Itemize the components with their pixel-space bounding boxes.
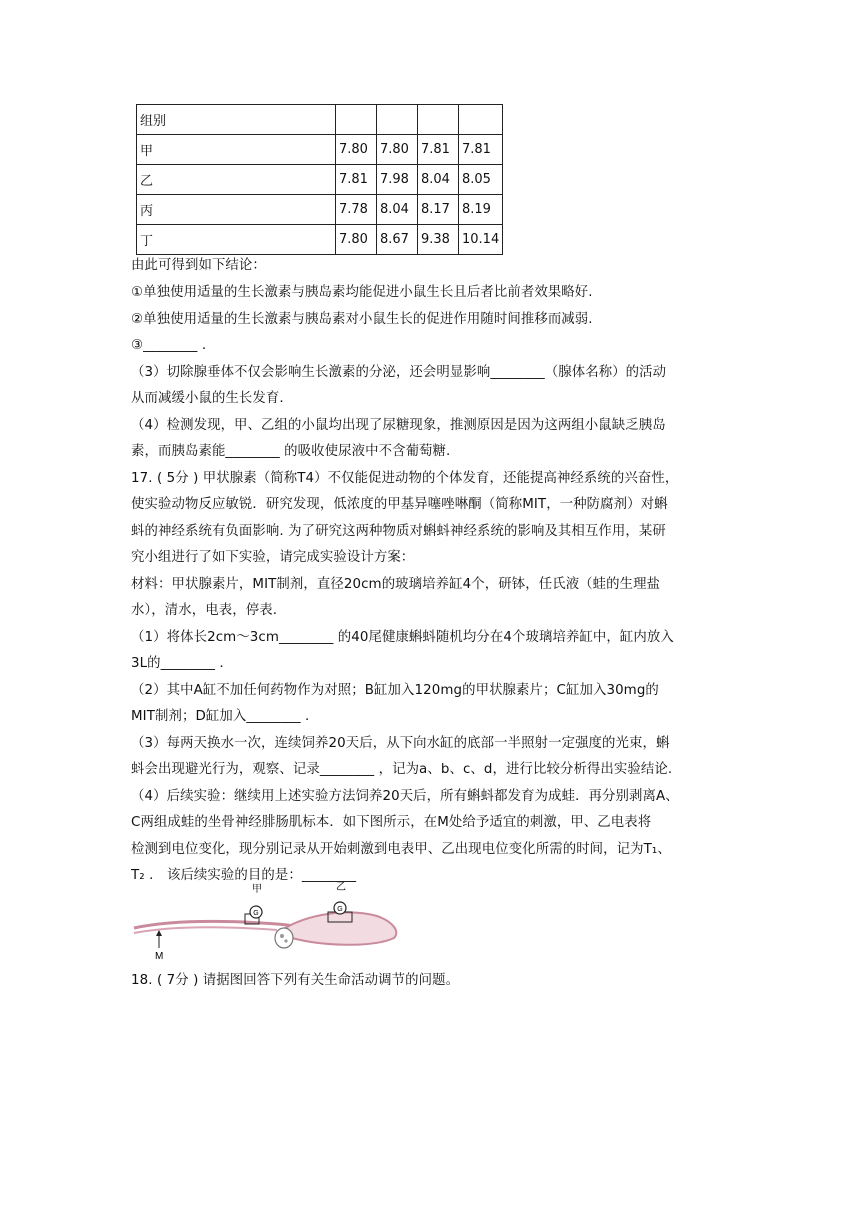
problem-18-heading: 18. ( 7分 ) 请据图回答下列有关生命活动调节的问题。 [131, 973, 460, 988]
label-yi: 乙 [336, 882, 346, 893]
conclusion-2: ②单独使用适量的生长激素与胰岛素对小鼠生长的促进作用随时间推移而减弱. [131, 312, 593, 327]
conclusion-1: ①单独使用适量的生长激素与胰岛素均能促进小鼠生长且后者比前者效果略好. [131, 285, 593, 300]
table-cell: 7.81 [459, 135, 503, 165]
step-3-text-cont: 蚪会出现避光行为，观察、记录________ ，记为a、b、c、d，进行比较分析得出实验结论. [131, 762, 673, 777]
step-4-text-cont: 检测到电位变化，现分别记录从开始刺激到电表甲、乙出现电位变化所需的时间，记为T₁、 [131, 842, 671, 857]
table-cell: 丙 [137, 195, 336, 225]
table-cell: 9.38 [418, 225, 459, 255]
question-3-text-cont: 从而减缓小鼠的生长发育. [131, 391, 284, 406]
table-cell: 10.14 [459, 225, 503, 255]
step-2-text-cont: MIT制剂；D缸加入________ . [131, 709, 310, 724]
conclusion-intro: 由此可得到如下结论： [131, 258, 266, 273]
table-cell: 乙 [137, 165, 336, 195]
table-cell [377, 105, 418, 135]
problem-17-text: 究小组进行了如下实验，请完成实验设计方案： [131, 550, 415, 565]
table-cell: 8.67 [377, 225, 418, 255]
meter-jia-symbol: G [253, 910, 259, 917]
step-4-question: T₂ ． 该后续实验的目的是：________ [131, 868, 357, 883]
step-1-text: （1）将体长2cm～3cm________ 的40尾健康蝌蚪随机均分在4个玻璃培养缸中，缸内放入 [131, 630, 674, 645]
nerve-muscle-figure [132, 880, 404, 962]
table-cell: 7.80 [336, 135, 377, 165]
data-table [136, 104, 503, 255]
stimulus-arrowhead [156, 930, 162, 936]
problem-17-text: 蚪的神经系统有负面影响. 为了研究这两种物质对蝌蚪神经系统的影响及其相互作用，某研 [131, 524, 666, 539]
table-header-row [137, 105, 503, 135]
gastrocnemius-muscle [282, 912, 396, 944]
problem-17-heading: 17. ( 5分 ) 甲状腺素（简称T4）不仅能促进动物的个体发育，还能提高神经系统的兴奋性， [131, 471, 679, 486]
question-4-text-cont: 素，而胰岛素能________ 的吸收使尿液中不含葡萄糖. [131, 444, 451, 459]
step-2-text: （2）其中A缸不加任何药物作为对照；B缸加入120mg的甲状腺素片；C缸加入30mg的 [131, 683, 659, 698]
table-cell: 丁 [137, 225, 336, 255]
step-4-text-cont: C两组成蛙的坐骨神经腓肠肌标本．如下图所示，在M处给予适宜的刺激，甲、乙电表将 [131, 815, 652, 830]
table-row [137, 135, 503, 165]
label-jia: 甲 [252, 884, 262, 895]
problem-17-text: 使实验动物反应敏锐．研究发现，低浓度的甲基异噻唑啉酮（简称MIT，一种防腐剂）对蝌 [131, 497, 668, 512]
materials-text: 材料：甲状腺素片，MIT制剂，直径20cm的玻璃培养缸4个，研钵，任氏液（蛙的生理盐 [131, 577, 661, 592]
question-4-text: （4）检测发现，甲、乙组的小鼠均出现了尿糖现象，推测原因是因为这两组小鼠缺乏胰岛 [131, 418, 666, 433]
table-cell: 8.19 [459, 195, 503, 225]
table-cell: 7.80 [336, 225, 377, 255]
sciatic-nerve-edge [134, 927, 277, 933]
table-cell: 7.78 [336, 195, 377, 225]
conclusion-3-blank: ③________ . [131, 338, 207, 353]
step-1-text-cont: 3L的________ . [131, 656, 224, 671]
materials-text-cont: 水），清水，电表，停表. [131, 603, 278, 618]
question-3-text: （3）切除腺垂体不仅会影响生长激素的分泌，还会明显影响________（腺体名称）的活动 [131, 365, 667, 380]
bone-dot [284, 939, 287, 942]
table-cell [336, 105, 377, 135]
table-cell [459, 105, 503, 135]
table-row [137, 195, 503, 225]
step-4-text: （4）后续实验：继续用上述实验方法饲养20天后，所有蝌蚪都发育为成蛙．再分别剥离A、 [131, 789, 679, 804]
table-row [137, 165, 503, 195]
table-cell: 7.80 [377, 135, 418, 165]
bone-joint [275, 928, 293, 948]
table-cell: 7.81 [336, 165, 377, 195]
bone-dot [280, 934, 284, 938]
table-cell: 8.04 [418, 165, 459, 195]
table-cell: 7.98 [377, 165, 418, 195]
table-cell: 组别 [137, 105, 336, 135]
meter-yi-symbol: G [337, 906, 343, 913]
table-cell: 甲 [137, 135, 336, 165]
table-cell: 8.17 [418, 195, 459, 225]
table-cell: 8.05 [459, 165, 503, 195]
table-row [137, 225, 503, 255]
table-cell [418, 105, 459, 135]
table-cell: 8.04 [377, 195, 418, 225]
step-3-text: （3）每两天换水一次，连续饲养20天后，从下向水缸的底部一半照射一定强度的光束，蝌 [131, 736, 670, 751]
table-cell: 7.81 [418, 135, 459, 165]
label-m: M [155, 951, 164, 962]
